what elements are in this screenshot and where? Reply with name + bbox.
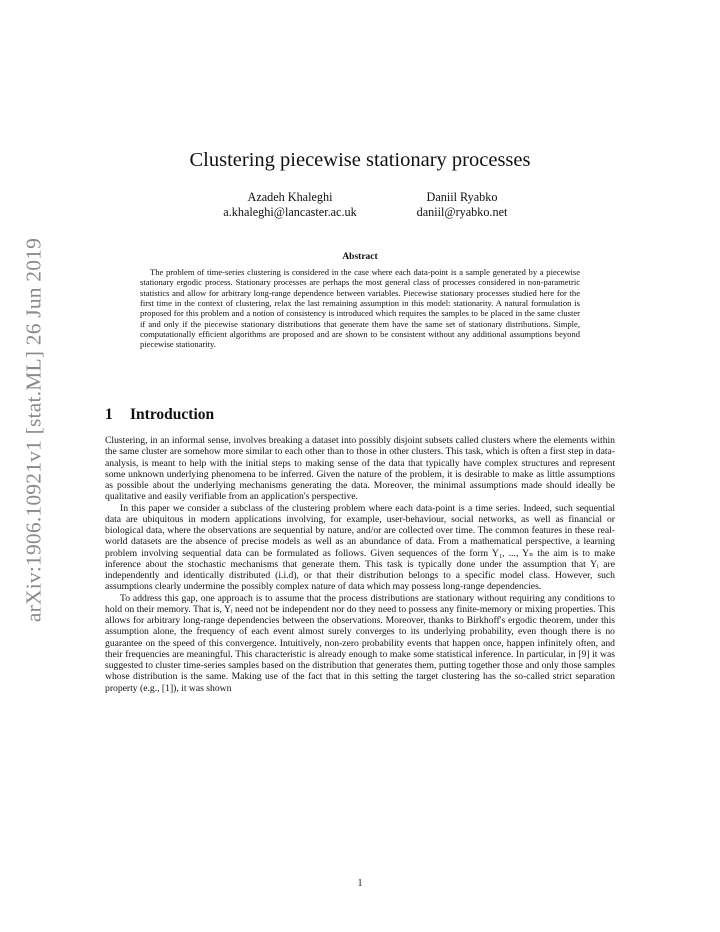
page-number: 1 (357, 878, 363, 889)
arxiv-identifier-text: arXiv:1906.10921v1 [stat.ML] 26 Jun 2019 (21, 237, 46, 623)
author-email: a.khaleghi@lancaster.ac.uk (223, 205, 357, 219)
section-number: 1 (105, 406, 113, 423)
paragraph: To address this gap, one approach is to assume that the process distributions are stationary without requiring any conditions to hold on their memory. That is, Yᵢ need not be independent nor do they need to possess any finite-memory or mixing properties. This allows for arbitrary long-range dependencies between the observations. Moreover, thanks to Birkhoff's ergodic theorem, under this assumption alone, the frequency of each event almost surely converges to its underlying probability, even though there is no guarantee on the speed of this convergence. Intuitively, non-zero probability events that happen once, happen infinitely often, and their frequencies are meaningful. This characteristic is already enough to make some statistical inference. In particular, in [9] it was suggested to cluster time-series samples based on the distribution that generates them, putting together those and only those samples whose distribution is the same. Making use of the fact that in this setting the target clustering has the so-called strict separation property (e.g., [1]), it was shown (105, 592, 615, 694)
author-name: Azadeh Khaleghi (247, 190, 333, 204)
author-name: Daniil Ryabko (426, 190, 498, 204)
section-title: Introduction (130, 406, 215, 423)
arxiv-identifier (14, 220, 54, 640)
paragraph: Clustering, in an informal sense, involves breaking a dataset into possibly disjoint subsets called clusters where the elements within the same cluster are somehow more similar to each other than to those in other clusters. This task, which is often a first step in data-analysis, is meant to help with the initial steps to making sense of the data that typically have complex structures and represent some unknown underlying phenomena to be inferred. Given the nature of the problem, it is desirable to make as little assumptions as possible about the underlying mechanisms generating the data. Moreover, the minimal assumptions made should ideally be qualitative and easily verifiable from an application's perspective. (105, 435, 615, 503)
section-heading (105, 406, 214, 424)
author-1 (190, 190, 390, 220)
author-email: daniil@ryabko.net (416, 205, 508, 219)
author-block (100, 190, 620, 224)
author-2 (382, 190, 542, 220)
abstract-heading: Abstract (342, 252, 378, 262)
paragraph: In this paper we consider a subclass of the clustering problem where each data-point is a time series. Indeed, such sequential data are ubiquitous in modern applications involving, for example, user-behaviour, social networks, as well as financial or biological data, where the observations are sequential by nature, and/or are collected over time. The common features in these real-world datasets are the absence of precise models as well as an abundance of data. From a mathematical perspective, a learning problem involving sequential data can be formulated as follows. Given sequences of the form Y₁, ..., Yₙ the aim is to make inference about the stochastic mechanisms that generate them. This task is typically done under the assumption that Yᵢ are independently and identically distributed (i.i.d), or that their distribution belongs to a specific model class. However, such assumptions clearly undermine the possibly complex nature of data which may possess long-range dependencies. (105, 502, 615, 593)
section-body (105, 435, 615, 694)
paper-title: Clustering piecewise stationary processes (189, 149, 531, 171)
abstract-text: The problem of time-series clustering is considered in the case where each data-point is a sample generated by a piecewise stationary ergodic process. Stationary processes are perhaps the most general class of processes considered in non-parametric statistics and allow for arbitrary long-range dependence between variables. Piecewise stationary processes studied here for the first time in the context of clustering, relax the last remaining assumption in this model: stationarity. A natural formulation is proposed for this problem and a notion of consistency is introduced which requires the samples to be placed in the same cluster if and only if the piecewise stationary distributions that generate them have the same set of stationary distributions. Simple, computationally efficient algorithms are proposed and are shown to be consistent without any additional assumptions beyond piecewise stationarity. (140, 267, 580, 350)
